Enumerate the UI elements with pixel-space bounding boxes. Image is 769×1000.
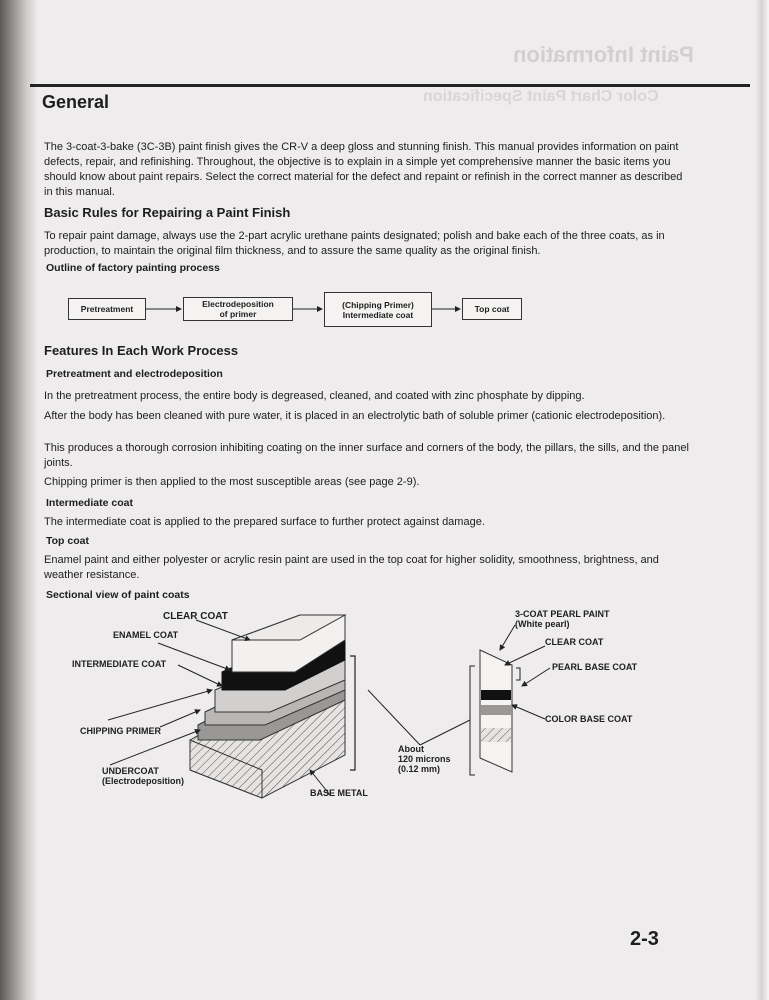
about-leader — [368, 690, 420, 745]
label-thickness — [398, 744, 451, 774]
label-clear-coat: CLEAR COAT — [163, 611, 228, 622]
intro-paragraph: The 3-coat-3-bake (3C-3B) paint finish gives the CR-V a deep gloss and stunning finish. This manual provides information on paint defects, repair, and refinishing. Throughout, the objective is to explain in a simple yet comprehensive manner the basic items you should know about paint repairs. Select the correct material for the defect and repaint or refinish in the correct manner as described in this manual. — [44, 141, 683, 198]
pretreatment-heading: Pretreatment and electrodeposition — [46, 368, 223, 380]
label-pearl-paint-line2: (White pearl) — [515, 619, 570, 629]
bleed-through-subtitle: Color Chart Paint Specification — [423, 88, 659, 105]
label-undercoat-line1: UNDERCOAT — [102, 766, 159, 776]
flow-step-topcoat: Top coat — [462, 298, 522, 320]
pretreatment-text-4: Chipping primer is then applied to the most susceptible areas (see page 2-9). — [44, 476, 420, 488]
basic-rules-heading: Basic Rules for Repairing a Paint Finish — [44, 205, 291, 220]
pearl-bracket — [470, 666, 475, 775]
intermediate-heading: Intermediate coat — [46, 497, 133, 509]
pearl-paint-sample — [480, 650, 512, 772]
basic-rules-text: To repair paint damage, always use the 2-part acrylic urethane paints designated; polish and bake each of the three coats, as in production, to maintain the original film thickness, and to assure the same quality as the original finish. — [44, 230, 665, 257]
label-undercoat — [102, 766, 184, 786]
label-pearl-paint-line1: 3-COAT PEARL PAINT — [515, 609, 610, 619]
bleed-through-title: Paint Information — [513, 42, 694, 67]
label-chipping-primer: CHIPPING PRIMER — [80, 726, 162, 736]
intermediate-text: The intermediate coat is applied to the prepared surface to further protect against damage. — [44, 516, 485, 528]
flow-step-electrodeposition-line2: of primer — [219, 309, 257, 319]
pretreatment-text-2: After the body has been cleaned with pure water, it is placed in an electrolytic bath of soluble primer (cationic electrodeposition). — [44, 410, 666, 422]
label-intermediate-coat: INTERMEDIATE COAT — [72, 659, 167, 669]
label-undercoat-line2: (Electrodeposition) — [102, 776, 185, 786]
outline-heading: Outline of factory painting process — [46, 262, 220, 274]
label-pearl-paint — [515, 609, 610, 629]
about-leader-right — [420, 720, 470, 745]
section-title: General — [42, 92, 110, 112]
pearl-small-bracket — [516, 668, 520, 680]
flow-step-pretreatment: Pretreatment — [68, 298, 146, 320]
topcoat-heading: Top coat — [46, 535, 89, 547]
flow-step-electrodeposition-line1: Electrodeposition — [202, 299, 274, 309]
page-number: 2-3 — [630, 928, 659, 950]
sectional-heading: Sectional view of paint coats — [46, 589, 190, 601]
pearl-black-band — [481, 690, 511, 700]
label-pearl-clear-coat: CLEAR COAT — [545, 637, 604, 647]
flow-step-primer-line1: (Chipping Primer) — [342, 299, 414, 310]
label-base-metal: BASE METAL — [310, 788, 368, 798]
pretreatment-text-3: This produces a thorough corrosion inhibiting coating on the inner surface and corners of the body, the pillars, the sills, and the panel joints. — [44, 442, 689, 469]
label-color-base-coat: COLOR BASE COAT — [545, 714, 633, 724]
pearl-grey-band — [481, 705, 511, 715]
pearl-hatch-band — [481, 728, 511, 742]
label-thickness-line2: 120 microns — [398, 754, 451, 764]
label-pearl-base-coat: PEARL BASE COAT — [552, 662, 638, 672]
thickness-bracket — [350, 656, 355, 770]
topcoat-text: Enamel paint and either polyester or acrylic resin paint are used in the top coat for higher solidity, smoothness, brightness, and weather resistance. — [44, 554, 659, 581]
label-enamel-coat: ENAMEL COAT — [113, 630, 179, 640]
pretreatment-text-1: In the pretreatment process, the entire body is degreased, cleaned, and coated with zinc phosphate by dipping. — [44, 390, 585, 402]
label-thickness-line3: (0.12 mm) — [398, 764, 441, 774]
flow-step-primer-line2: Intermediate coat — [342, 309, 414, 320]
features-heading: Features In Each Work Process — [44, 343, 239, 358]
label-thickness-line1: About — [398, 744, 424, 754]
